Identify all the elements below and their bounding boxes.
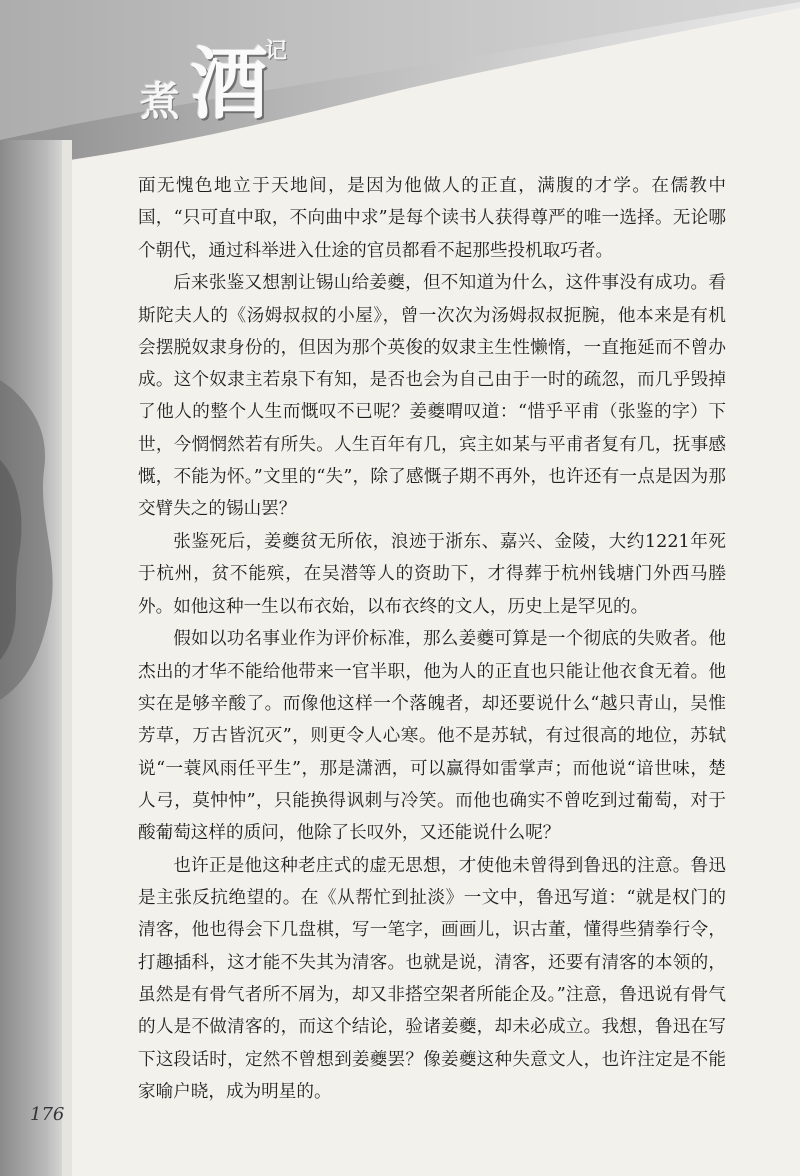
- chapter-title-large-char: 酒: [190, 39, 269, 130]
- chapter-title-small-char: 煮: [140, 78, 182, 125]
- header-wave-band: [0, 0, 800, 170]
- paragraph: 后来张鉴又想割让锡山给姜夔，但不知道为什么，这件事没有成功。看斯陀夫人的《汤姆叔叔的小屋》，曾一次次为汤姆叔叔扼腕，他本来是有机会摆脱奴隶身份的，但因为那个英俊的奴隶主生性懒惰，一直拖延而不曾办成。这个奴隶主若泉下有知，是否也会为自己由于一时的疏忽，而几乎毁掉了他人的整个人生而慨叹不已呢？姜夔喟叹道：“惜乎平甫（张鉴的字）下世，今惘惘然若有所失。人生百年有几，宾主如某与平甫者复有几，抚事感慨，不能为怀。”文里的“失”，除了感慨子期不再外，也许还有一点是因为那交臂失之的锡山罢？: [138, 273, 726, 520]
- paragraph: 假如以功名事业作为评价标准，那么姜夔可算是一个彻底的失败者。他杰出的才华不能给他带来一官半职，他为人的正直也只能让他衣食无着。他实在是够辛酸了。而像他这样一个落魄者，却还要说什么“越只青山，吴惟芳草，万古皆沉灭”，则更令人心寒。他不是苏轼，有过很高的地位，苏轼说“一蓑风雨任平生”，那是潇洒，可以赢得如雷掌声；而他说“谙世味，楚人弓，莫忡忡”，只能换得讽刺与冷笑。而他也确实不曾吃到过葡萄，对于酸葡萄这样的质问，他除了长叹外，又还能说什么呢？: [138, 629, 726, 844]
- paragraph: 也许正是他这种老庄式的虚无思想，才使他未曾得到鲁迅的注意。鲁迅是主张反抗绝望的。在《从帮忙到扯淡》一文中，鲁迅写道：“就是权门的清客，他也得会下几盘棋，写一笔字，画画儿，识古董，懂得些猜拳行令，打趣插科，这才能不失其为清客。也就是说，清客，还要有清客的本领的，虽然是有骨气者所不屑为，却又非搭空架者所能企及。”注意，鲁迅说有骨气的人是不做清客的，而这个结论，验诸姜夔，却未必成立。我想，鲁迅在写下这段话时，定然不曾想到姜夔罢？像姜夔这种失意文人，也许注定是不能家喻户晓，成为明星的。: [138, 855, 726, 1102]
- chapter-title-suffix-char: 记: [265, 38, 288, 64]
- body-text: [138, 170, 726, 1108]
- paragraph-continued: 面无愧色地立于天地间，是因为他做人的正直，满腹的才学。在儒教中国，“只可直中取，不向曲中求”是每个读书人获得尊严的唯一选择。无论哪个朝代，通过科举进入仕途的官员都看不起那些投机取巧者。: [138, 176, 726, 261]
- paragraph: 张鉴死后，姜夔贫无所依，浪迹于浙东、嘉兴、金陵，大约1221年死于杭州，贫不能殡，在吴潜等人的资助下，才得葬于杭州钱塘门外西马塍外。如他这种一生以布衣始，以布衣终的文人，历史上是罕见的。: [138, 532, 726, 617]
- page-number: 176: [30, 1104, 65, 1125]
- left-decorative-band: [0, 0, 72, 1176]
